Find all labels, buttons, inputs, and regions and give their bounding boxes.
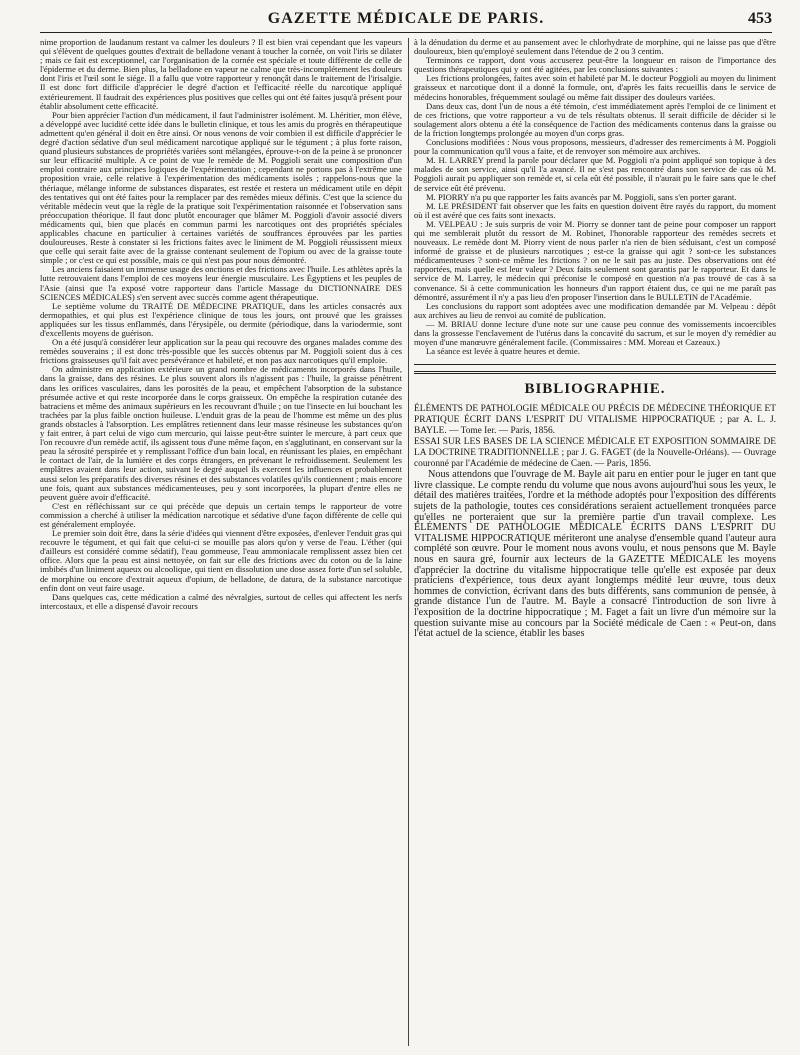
left-paragraph-9: Dans quelques cas, cette médication a calmé des névralgies, surtout de celles qui affectent les nerfs intercostaux, et elle a dispensé d'avoir recours bbox=[40, 591, 402, 611]
left-paragraph-1: nime proportion de laudanum restant va calmer les douleurs ? Il est bien vrai cependant que les vapeurs qui s'élèvent de quelques gouttes d'extrait de belladone venant à toucher la cornée, on voit l'iris se dilater ; mais ce fait est exceptionnel, car l'organisation de la cornée est spéciale et toute différente de celle de l'épiderme et du derme. Bien plus, la belladone en vapeur ne calme que très-incomplétement les douleurs dont l'iris et l'œil sont le siége. Il a fallu que votre rapporteur y renonçât dans le traitement de l'irisalgie. Il est donc fort difficile d'apprécier le degré d'action et l'efficacité réelle du narcotique appliqué extérieurement. Il faudrait des expériences plus positives que celles qui ont été faites jusqu'à présent pour établir absolument cette efficacité. bbox=[40, 38, 402, 111]
left-paragraph-5: On a été jusqu'à considérer leur application sur la peau qui recouvre des organes malades comme des remèdes souverains ; il est donc très-possible que les succès obtenus par M. Poggioli soient dus à ces frictions graisseuses qu'il fait avec persévérance et habileté, et non pas aux narcotiques qu'il emploie. bbox=[40, 337, 402, 366]
right-paragraph-4: Dans deux cas, dont l'un de nous a été témoin, c'est immédiatement après l'emploi de ce liniment et de ces frictions, que votre rapporteur a vu de tels résultats obtenus. Il serait difficile de décider si le soulagement alors obtenu a été la conséquence de l'action des médicaments contenus dans la graisse ou de la friction longtemps prolongée au moyen d'un corps gras. bbox=[414, 100, 776, 138]
right-paragraph-3: Les frictions prolongées, faites avec soin et habileté par M. le docteur Poggioli au moyen du liniment graisseux et narcotique dont il a donné la formule, ont, d'après les faits recueillis dans le service de médecins honorables, fréquemment soulagé ou même fait dissiper des douleurs variées. bbox=[414, 73, 776, 102]
bibliography-review: Nous attendons que l'ouvrage de M. Bayle ait paru en entier pour le juger en tant que livre classique. Le compte rendu du volume que nous avons aujourd'hui sous les yeux, le détail des matières traitées, l'ordre et la méthode adoptés pour l'exposition des différents sujets de la pathologie, toutes ces considérations seraient actuellement tronquées parce qu'elles ne porteraient que sur la première partie d'un travail complexe. Les ÉLÉMENTS DE PATHOLOGIE MÉDICALE ÉCRITS DANS L'ESPRIT DU VITALISME HIPPOCRATIQUE mériteront une analyse d'ensemble quand l'auteur aura complété son œuvre. Pour le moment nous avons voulu, et nous pensons que M. Bayle nous en saura gré, fournir aux lecteurs de la GAZETTE MÉDICALE les moyens d'apprécier la doctrine du vitalisme hippocratique telle qu'elle est exposée par deux praticiens d'expérience, tous deux ayant longtemps médité leur œuvre, tous deux hommes de conviction, écrivant dans des buts différents, sans communion de pensée, à grande distance l'un de l'autre. M. Bayle a consacré l'introduction de son livre à l'exposition de la doctrine hippocratique ; M. Faget a fait un livre d'un mémoire sur la question suivante mise au concours par la Société médicale de Caen : « Peut-on, dans l'état actuel de la science, établir les bases bbox=[414, 469, 776, 640]
right-paragraph-10: Les conclusions du rapport sont adoptées avec une modification demandée par M. Velpeau : dépôt aux archives au lieu de renvoi au comité de publication. bbox=[414, 300, 776, 320]
journal-title: GAZETTE MÉDICALE DE PARIS. bbox=[267, 10, 545, 27]
right-paragraph-5: Conclusions modifiées : Nous vous proposons, messieurs, d'adresser des remerciments à M. Poggioli pour la communication qu'il vous a faite, et de renvoyer son mémoire aux archives. bbox=[414, 137, 776, 157]
right-paragraph-1: à la dénudation du derme et au pansement avec le chlorhydrate de morphine, qui ne laisse pas que d'être douloureux, bien qu'employé seulement dans l'étendue de 2 ou 3 centim. bbox=[414, 38, 776, 57]
page-number: 453 bbox=[748, 10, 772, 27]
right-paragraph-12: La séance est levée à quatre heures et demie. bbox=[426, 346, 580, 357]
right-paragraph-2: Terminons ce rapport, dont vous accuserez peut-être la longueur en raison de l'importance des questions thérapeutiques qui y ont été agitées, par les conclusions suivantes : bbox=[414, 55, 776, 75]
left-paragraph-8: Le premier soin doit être, dans la série d'idées qui viennent d'être exposées, d'enlever l'enduit gras qui recouvre le tégument, et qui fait que celui-ci se mouille pas alors qu'on y verse de l'eau. L'éther (qui d'ailleurs est considéré comme sédatif), l'eau gommeuse, l'eau ammoniacale remplissent assez bien cet office. Alors que la peau est ainsi nettoyée, on fait sur elle des frictions avec du coton ou de la laine imbibés d'un liniment aqueux ou alcoolique, qui tient en dissolution une dose assez forte d'un sel soluble, de morphine ou encore d'extrait aqueux d'opium, de belladone, de datura, de la substance narcotique enfin dont on veut faire usage. bbox=[40, 528, 402, 593]
column-divider bbox=[408, 38, 409, 1046]
left-paragraph-7: C'est en réfléchissant sur ce qui précède que depuis un certain temps le rapporteur de votre commission a cherché à utiliser la médication narcotique et sédative d'une façon différente de celle qui est généralement employée. bbox=[40, 500, 402, 529]
right-paragraph-8: M. LE PRÉSIDENT fait observer que les faits en question doivent être rayés du rapport, du moment où il est avéré que ces faits sont inexacts. bbox=[414, 200, 776, 220]
section-double-rule bbox=[414, 371, 776, 376]
right-column bbox=[414, 38, 776, 1050]
right-paragraph-11: — M. BRIAU donne lecture d'une note sur une cause peu connue des vomissements incoercibles dans la grossesse l'enclavement de l'utérus dans la concavité du sacrum, et sur le moyen d'y remédier au moyen d'une manœuvre généralement facile. (Commissaires : MM. Moreau et Cazeaux.) bbox=[414, 318, 776, 348]
right-paragraph-6: M. H. LARREY prend la parole pour déclarer que M. Poggioli n'a point appliqué son topique à des malades de son service, ainsi qu'il l'a avancé. Il ne s'est pas rencontré dans son service de cas où M. Poggioli aurait pu appliquer son remède et, si cela eût été possible, il n'aurait pu le faire sans que le chef de service eût été prévenu. bbox=[414, 155, 776, 193]
bibliography-heading: BIBLIOGRAPHIE. bbox=[524, 381, 666, 398]
right-paragraph-7: M. PIORRY n'a pu que rapporter les faits avancés par M. Poggioli, sans s'en porter garant. bbox=[426, 191, 737, 202]
bibliography-entry-1: ÉLÉMENTS DE PATHOLOGIE MÉDICALE OU PRÉCIS DE MÉDECINE THÉORIQUE ET PRATIQUE ÉCRIT DANS L'ESPRIT DU VITALISME HIPPOCRATIQUE ; par A. L. J. BAYLE. — Tome Ier. — Paris, 1856. bbox=[414, 404, 776, 437]
right-paragraph-9: M. VELPEAU : Je suis surpris de voir M. Piorry se donner tant de peine pour composer un rapport qui me semblerait plutôt du ressort de M. Robinet, l'honorable rapporteur des remèdes secrets et nouveaux. Le remède dont M. Piorry vient de nous parler n'a rien de bien séduisant, c'est un composé informé de graisse et de plusieurs narcotiques ; est-ce la graisse qui agit ? sont-ce les substances médicamenteuses ? sont-ce même les frictions ? on ne le sait pas au juste. Des observations ont été rapportées, mais quelle est leur valeur ? Deux faits seulement sont garantis par le rapporteur. Et dans le service de M. Larrey, le médecin qui préconise le composé en question n'a pas trouvé de cas à sa convenance. Si à cette communication les honneurs d'un rapport étaient dus, ce qui ne me paraît pas démontré, assurément il n'y a pas lieu d'en proposer l'insertion dans le BULLETIN de l'Académie. bbox=[414, 218, 776, 302]
left-paragraph-2: Pour bien apprécier l'action d'un médicament, il faut l'administrer isolément. M. Lhéritier, mon élève, a développé avec lucidité cette idée dans le bulletin clinique, et tous les amis du progrès en thérapeutique admettent qu'en général il doit en être ainsi. Or nous venons de voir combien il est difficile d'apprécier le degré d'action sédative d'un seul médicament narcotique appliqué sur le tégument ; à plus forte raison, quand plusieurs substances de propriétés variées sont mélangées, éprouve-t-on de la peine à se prononcer sur leur efficacité multiple. A ce point de vue le remède de M. Poggioli serait une composition d'un emploi contraire aux principes logiques de l'expérimentation ; cependant ne portons pas à l'extrême une proposition vraie, celle relative à l'expérimentation des médicaments isolés ; rappelons-nous que la thériaque, mélange informe de substances disparates, est restée et restera un médicament utile en dépit des tentatives qui ont été faites pour la remplacer par des remèdes mieux définis. C'est que la science du véritable médecin veut que la règle de la pratique soit l'expérimentation raisonnée et l'observation sans préoccupation théorique. Il faut donc plutôt encourager que blâmer M. Poggioli d'avoir associé divers médicaments qui, bien que placés en commun parmi les narcotiques ont des propriétés spéciales applicables chacune en particulier à certaines variétés de souffrances éprouvées par les parties douloureuses. Reste à constater si les frictions faites avec le liniment de M. Poggioli réussissent mieux que celle qui serait faite avec de la graisse contenant seulement de l'opium ou avec de la graisse toute simple ; or c'est ce qui est possible, mais ce qui n'est pas pour nous démontré. bbox=[40, 109, 402, 266]
left-column bbox=[40, 38, 402, 1050]
section-rule bbox=[414, 364, 776, 365]
left-paragraph-6: On administre en application extérieure un grand nombre de médicaments incorporés dans l'huile, dans la graisse, dans des résines. Le plus souvent alors ils n'agissent pas : l'huile, la graisse pénètrent dans les orifices vasculaires, dans les porosités de la peau, et empêchent l'absorption de la substance présumée active et qui reste incorporée dans le corps graisseux. On empêche la respiration cutanée des batraciens et même des animaux supérieurs en les recouvrant d'huile ; on tue l'insecte en lui bouchant les trachées par la plus faible onction huileuse. L'enduit gras de la peau de l'homme est même un des plus grands obstacles à l'absorption. Les emplâtres retiennent dans leur masse résineuse les substances qu'on y fait entrer, à part celui de vigo cum mercurio, qui laisse peut-être suinter le mercure, à part ceux que l'on recouvre d'un remède actif, ils agissent tous d'une même façon, en s'agglutinant, en conservant sur la peau la sérosité perspirée et y remplissant l'office d'un bain local, en réunissant les plaies, en empêchant le contact de l'air, de la lumière et des corps étrangers, en prévenant le refroidissement. Seulement les emplâtres avaient dans leur action, suivant le degré auquel ils exercent les influences et probablement aussi selon les préparatifs des diverses résines et des substances volatiles qu'ils contiennent ; mais encore une fois, quant aux substances médicamenteuses, peu y sont incorporées, la plupart d'entre elles ne peuvent guère avoir d'efficacité. bbox=[40, 364, 402, 502]
left-paragraph-4: Le septième volume du TRAITÉ DE MÉDECINE PRATIQUE, dans les articles consacrés aux dermopathies, et qui plus est l'expérience clinique de tous les jours, ont prouvé que les graisses appliquées sur les tissus enflammés, dans l'érysipèle, ou dermite (périodique, dans la variodermie, sont d'excellents moyens de guérison. bbox=[40, 300, 402, 338]
bibliography-entry-2: ESSAI SUR LES BASES DE LA SCIENCE MÉDICALE ET EXPOSITION SOMMAIRE DE LA DOCTRINE TRADITIONNELLE ; par J. G. FAGET (de la Nouvelle-Orléans). — Ouvrage couronné par l'Académie de médecine de Caen. — Paris, 1856. bbox=[414, 437, 776, 470]
page-header bbox=[40, 8, 772, 33]
left-paragraph-3: Les anciens faisaient un immense usage des onctions et des frictions avec l'huile. Les athlètes après la lutte retrouvaient dans l'emploi de ces moyens leur énergie musculaire. Les Égyptiens et les peuples de l'Asie (ainsi que l'a exposé votre rapporteur dans l'article Massage du DICTIONNAIRE DES SCIENCES MÉDICALES) s'en servent avec succès comme agent thérapeutique. bbox=[40, 264, 402, 302]
